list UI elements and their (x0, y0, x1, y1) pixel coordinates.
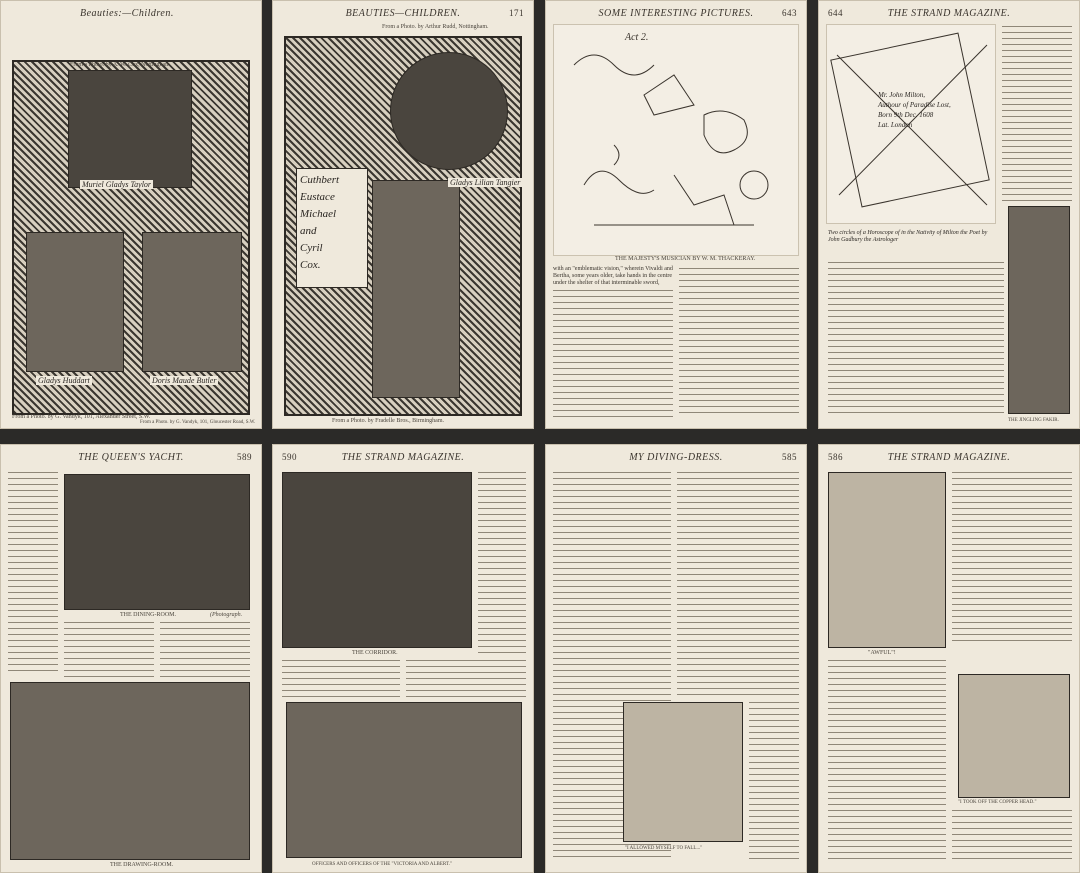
text-column (282, 660, 400, 702)
sketch-illustration (553, 24, 799, 256)
photo-caption: OFFICERS AND OFFICERS OF THE "VICTORIA AND ALBERT." (312, 862, 452, 867)
text-column (160, 622, 250, 682)
photo-credit: From a Photo. by Fradelle Bros., Birmingham. (332, 418, 444, 424)
portrait-photo (26, 232, 124, 372)
photo-label: Gladys Lilian Tangier (450, 178, 521, 187)
photo-credit: From a Photo. by A. W. Cox, Nottingham. (70, 62, 172, 68)
text-column (64, 622, 154, 682)
horoscope-caption: Two circles of a Horoscope of in the Nativity of Milton the Poet by John Gadbury the Astrologer (828, 230, 988, 243)
portrait-caption: THE JINGLING FAKIR. (1008, 418, 1059, 423)
page-strand-diving (818, 444, 1080, 873)
photo-credit: From a Photo. by G. Vandyk, 101, Alexander Street, S.W. (12, 414, 151, 420)
page-header: BEAUTIES—CHILDREN. 171 (345, 8, 524, 19)
page-beauties-children-right (272, 0, 534, 429)
body-lead-text: with an "emblematic vision," wherein Vivaldi and Bertha, some years older, take hands in the centre under the shelter of that interminable sword, (553, 266, 673, 286)
diving-illustration (623, 702, 743, 842)
photo-credit: From a Photo. by G. Vandyk, 101, Gloucester Road, S.W. (140, 420, 256, 425)
text-column (679, 268, 799, 420)
illustration-caption: THE MAJESTY'S MUSICIAN BY W. M. THACKERAY. (615, 256, 756, 262)
text-column (677, 472, 799, 700)
text-column (952, 472, 1072, 648)
drawing-room-photo (10, 682, 250, 860)
photo-caption: THE CORRIDOR. (352, 650, 398, 656)
text-column (749, 702, 799, 864)
illustration-caption: "AWFUL"! (868, 650, 896, 656)
group-portrait-photo (372, 180, 460, 398)
horoscope-text: Mr. John Milton, Authour of Paradise Lost, Born 9th Dec. 1608 Lat. London (878, 91, 951, 129)
text-column (828, 660, 946, 864)
page-some-interesting-pictures (545, 0, 807, 429)
photo-credit: (Photograph. (210, 612, 243, 618)
page-my-diving-dress (545, 444, 807, 873)
text-column (406, 660, 526, 702)
corridor-photo (282, 472, 472, 648)
officers-group-photo (286, 702, 522, 858)
page-strand-horoscope (818, 0, 1080, 429)
photo-label: Muriel Gladys Taylor (82, 180, 152, 189)
portrait-photo (68, 70, 192, 188)
text-column (1002, 26, 1072, 206)
page-header: 644 THE STRAND MAGAZINE. (828, 8, 1011, 19)
photo-caption: THE DINING-ROOM. (120, 612, 176, 618)
page-header: MY DIVING-DRESS. 585 (629, 452, 797, 463)
page-header: SOME INTERESTING PICTURES. 643 (598, 8, 797, 19)
photo-caption: THE DRAWING-ROOM. (110, 862, 174, 868)
portrait-photo (142, 232, 242, 372)
page-strand-yacht-corridor (272, 444, 534, 873)
oval-portrait (390, 52, 508, 170)
copper-head-illustration (958, 674, 1070, 798)
photo-credit: From a Photo. by Arthur Rudd, Nottingham. (382, 24, 489, 30)
illustration-caption: "I TOOK OFF THE COPPER HEAD." (958, 800, 1037, 805)
page-beauties-children-left (0, 0, 262, 429)
act-label: Act 2. (625, 32, 649, 43)
dining-room-photo (64, 474, 250, 610)
page-header: THE QUEEN'S YACHT. 589 (78, 452, 252, 463)
text-column (828, 262, 1004, 422)
names-block: Cuthbert Eustace Michael and Cyril Cox. (300, 174, 340, 271)
page-header: 590 THE STRAND MAGAZINE. (282, 452, 465, 463)
photo-label: Doris Maude Butler (152, 376, 217, 385)
photo-label: Gladys Huddart (38, 376, 90, 385)
diver-illustration (828, 472, 946, 648)
fakir-portrait-photo (1008, 206, 1070, 414)
text-column (553, 290, 673, 420)
page-queens-yacht (0, 444, 262, 873)
illustration-caption: "I ALLOWED MYSELF TO FALL..." (625, 846, 703, 851)
page-header: 586 THE STRAND MAGAZINE. (828, 452, 1011, 463)
page-header: Beauties:—Children. (80, 8, 174, 19)
pen-sketch-figures (554, 25, 798, 255)
text-column (478, 472, 526, 662)
text-column (8, 472, 58, 678)
text-column (952, 810, 1072, 864)
